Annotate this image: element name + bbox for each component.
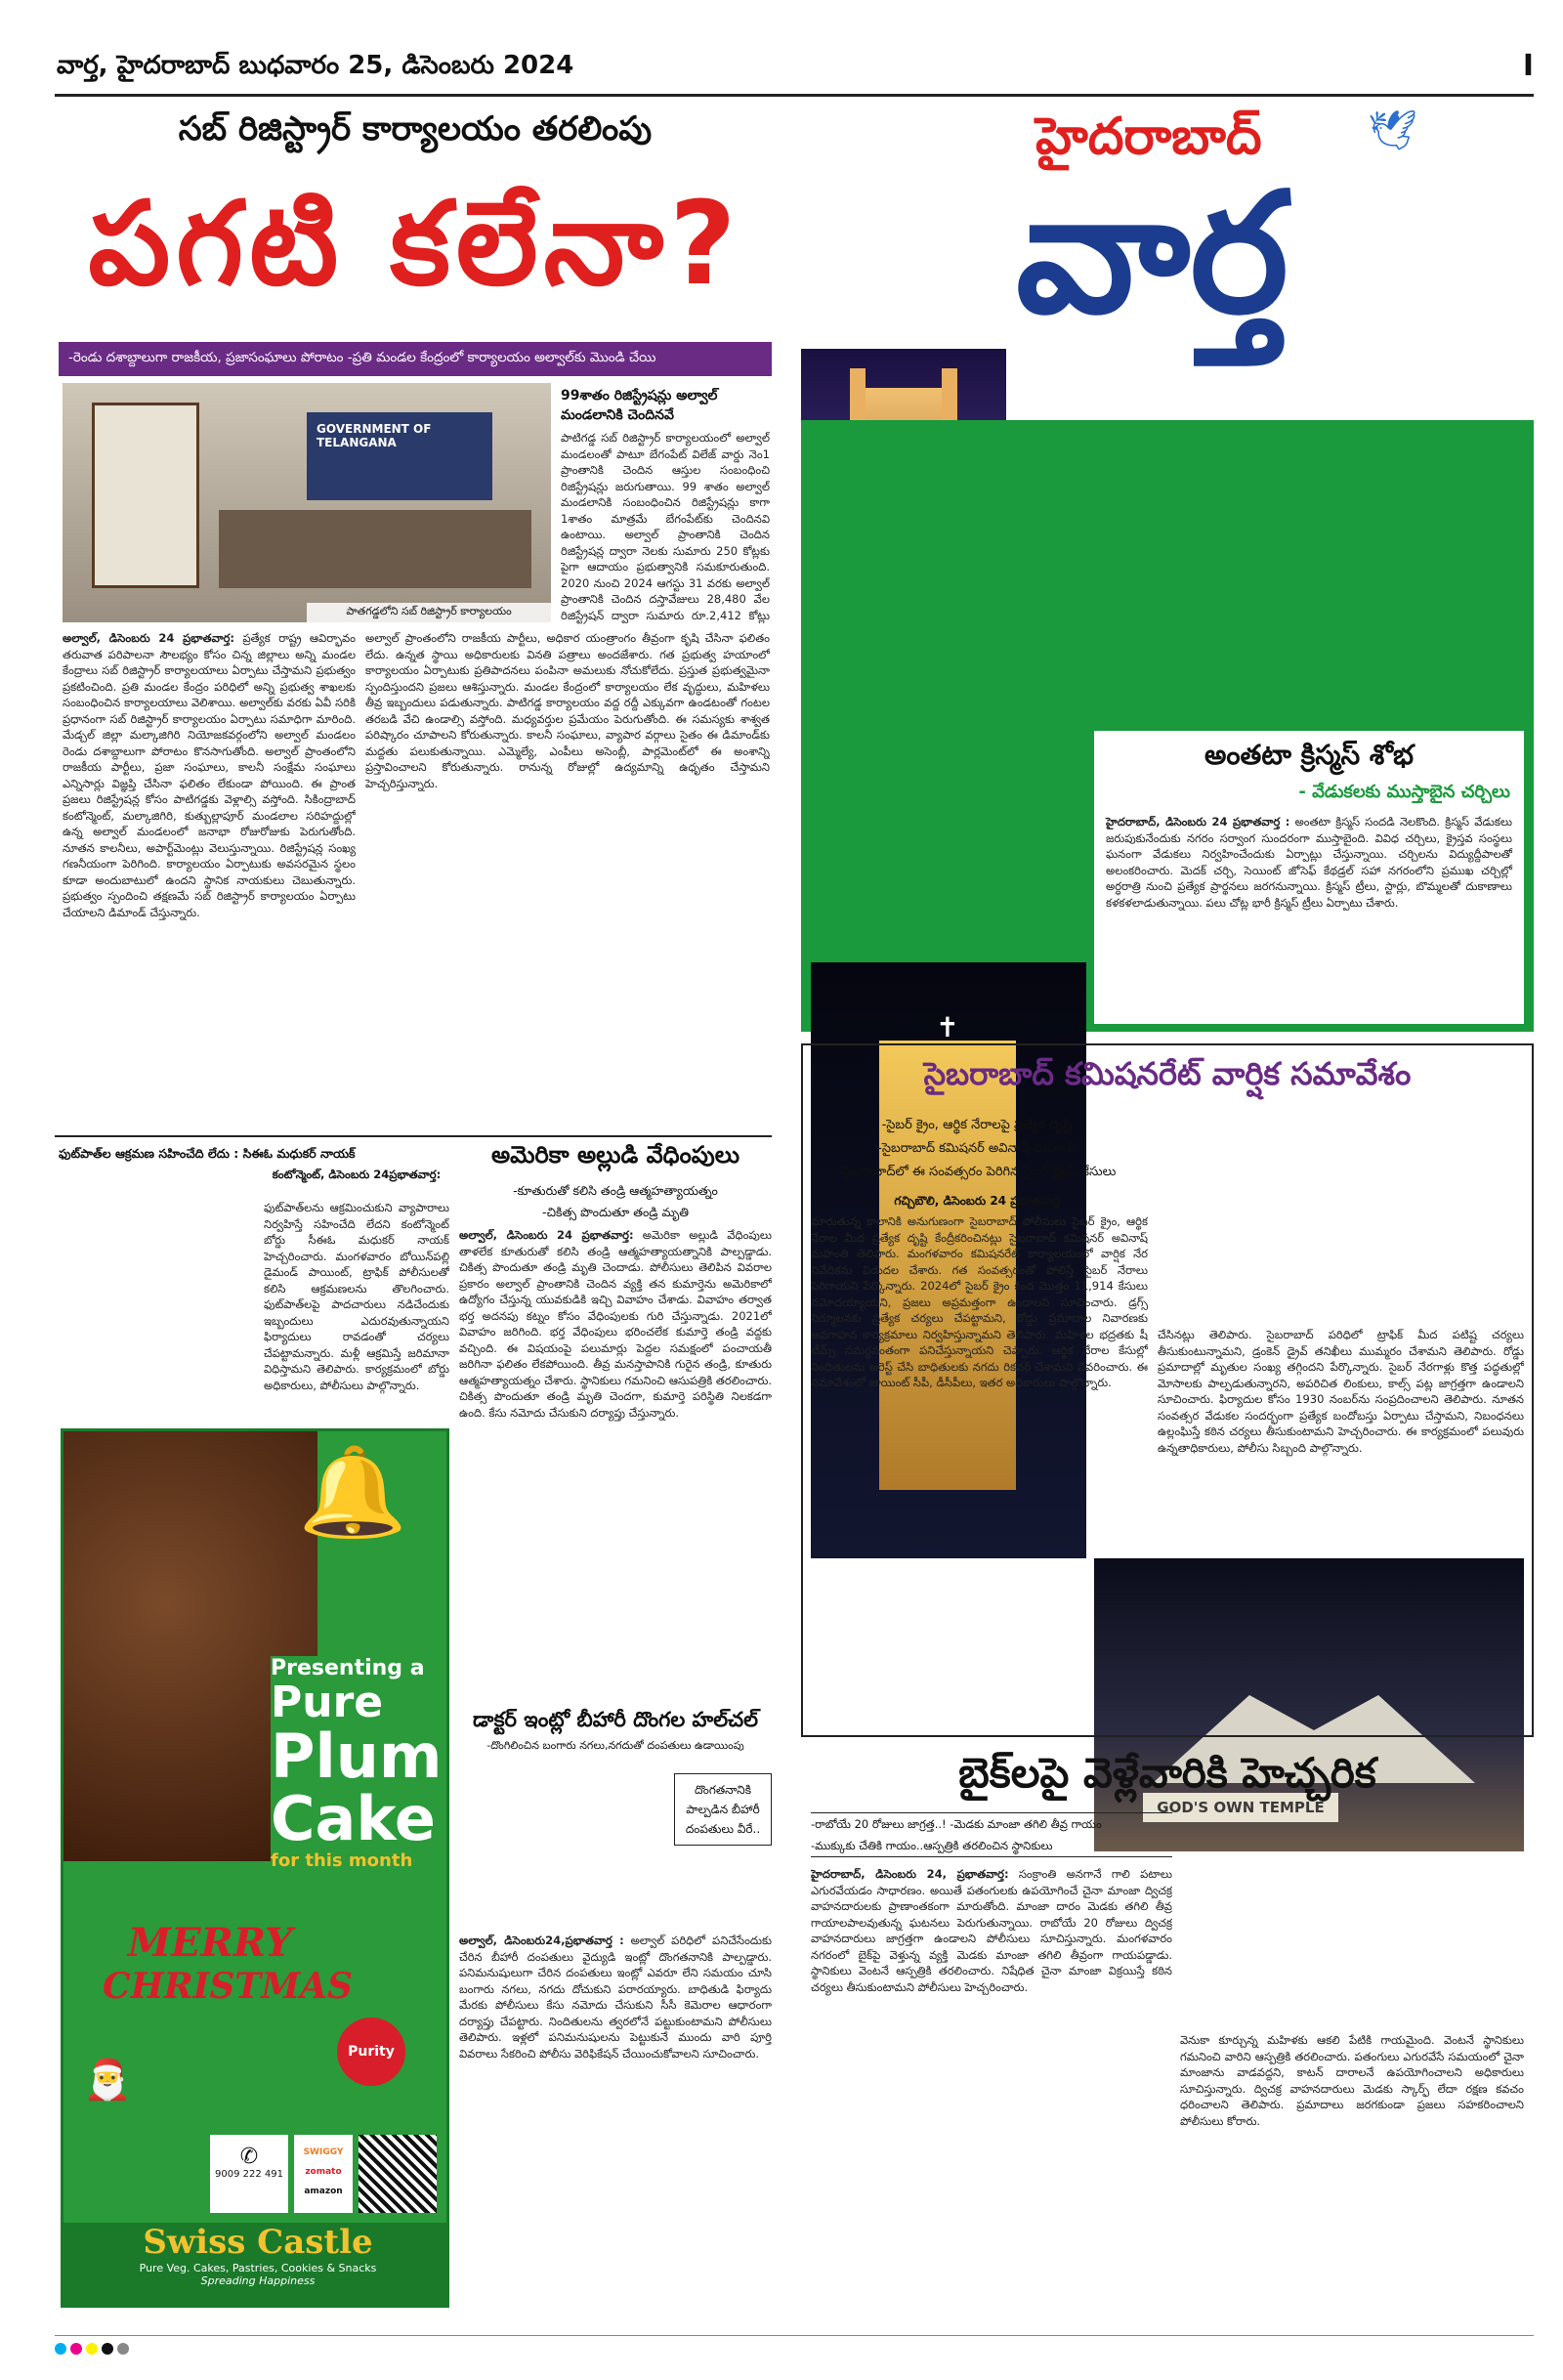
church-tower-photo: ✝ — [811, 962, 1086, 1558]
swiss-castle-ad[interactable] — [61, 1428, 449, 2308]
bike-bullets — [811, 1812, 1172, 1857]
doctor-headline: డాక్టర్ ఇంట్లో బీహారీ దొంగల హల్‌చల్ — [473, 1708, 758, 1731]
dove-icon: 🕊 — [1368, 108, 1417, 153]
ad-brand: Swiss Castle — [143, 2223, 373, 2262]
cyberabad-headline: సైబరాబాద్ కమిషనరేట్ వార్షిక సమావేశం — [923, 1055, 1412, 1092]
lead-strap: -రెండు దశాబ్దాలుగా రాజకీయ, ప్రజాసంఘాలు పోరాటం -ప్రతి మండల కేంద్రంలో కార్యాలయం అల్వాల్‌కు మొండి చేయి — [59, 342, 772, 376]
cyberabad-bullet: -సైబరాబాద్‌లో ఈ సంవత్సరం పెరిగిన సైబర్ క్రైమ్ కేసులు — [837, 1165, 1117, 1179]
bike-bullet: -ముక్కుకు చేతికి గాయం..ఆస్పత్రికి తరలించిన స్థానికులు — [811, 1839, 1053, 1852]
cyberabad-bullet: -సైబరాబాద్ కమిషనర్ అవినాష్ మహంతి — [877, 1141, 1077, 1156]
doctor-dateline: అల్వాల్, డిసెంబరు24,ప్రభాతవార్త : — [459, 1934, 624, 1947]
bike-body-text: సంక్రాంతి అనగానే గాలి పటాలు ఎగురవేయడం సాధారణం. అయితే పతంగులకు ఉపయోగించే చైనా మాంజా ద్విచక్ర వాహనదారులకు ప్రాణాంతకంగా మారుతోంది. మాంజా దారం మెడకు తగిలి తీవ్ర గాయాలపాలవుతున్న ఘటనలు పెరుగుతున్నాయి. రాబోయే 20 రోజులు ద్విచక్ర వాహనదారులు జాగ్రత్తగా ఉండాలని పోలీసులు సూచిస్తున్నారు. మంగళవారం నగరంలో బైక్‌పై వెళ్తున్న వ్యక్తి మెడకు మాంజా తగిలి తీవ్రంగా గాయపడ్డాడు. స్థానికులు వెంటనే ఆస్పత్రికి తరలించారు. నిషేధిత చైనా మాంజా విక్రయిస్తే కఠిన చర్యలు తీసుకుంటామని పోలీసులు హెచ్చరించారు. — [811, 1867, 1172, 1994]
cyberabad-dateline: గచ్చిబౌలి, డిసెంబరు 24 ప్రభాతవార్త — [894, 1194, 1060, 1208]
christmas-text-panel — [1094, 731, 1524, 1024]
christmas-headline: అంతటా క్రిస్మస్ శోభ — [1204, 739, 1415, 771]
bike-body-2: వెనుకా కూర్చున్న మహిళకు ఆకలి పేటికి గాయమైంది. వెంటనే స్థానికులు గమనించి వారిని ఆస్పత్రికి తరలించారు. పతంగులు ఎగురవేసే సమయంలో చైనా మాంజాను వాడవద్దని, కాటన్ దారాలనే ఉపయోగించాలని అధికారులు సూచిస్తున్నారు. ద్విచక్ర వాహనదారులు మెడకు స్కార్ఫ్ లేదా రక్షణ కవచం ధరించాలని తెలిపారు. ప్రమాదాలు జరగకుండా ప్రజలు సహకరించాలని పోలీసులు కోరారు. — [1180, 2033, 1524, 2128]
christmas-dateline: హైదరాబాద్, డిసెంబరు 24 ప్రభాతవార్త : — [1106, 815, 1290, 829]
ad-tagline: Pure Veg. Cakes, Pastries, Cookies & Snacks — [139, 2262, 377, 2274]
cyberabad-body-2: చేసినట్లు తెలిపారు. సైబరాబాద్ పరిధిలో ట్రాఫిక్ మీద పటిష్ట చర్యలు తీసుకుంటున్నామని, డ్రంకెన్ డ్రైవ్ తనిఖీలు ముమ్మరం చేశామని తెలిపారు. రోడ్డు ప్రమాదాల్లో మృతుల సంఖ్య తగ్గిందని పేర్కొన్నారు. సైబర్ నేరగాళ్లు కొత్త పద్ధతుల్లో మోసాలకు పాల్పడుతున్నారని, అపరిచిత లింకులు, కాల్స్ పట్ల జాగ్రత్తగా ఉండాలని సూచించారు. ఫిర్యాదుల కోసం 1930 నంబర్‌ను సంప్రదించాలని తెలిపారు. నూతన సంవత్సర వేడుకల సందర్భంగా ప్రత్యేక బందోబస్తు ఏర్పాటు చేస్తామని, నిబంధనలు ఉల్లంఘిస్తే కఠిన చర్యలు తీసుకుంటామని హెచ్చరించారు. ఈ కార్యక్రమంలో పలువురు ఉన్నతాధికారులు, పోలీసు సిబ్బంది పాల్గొన్నారు. — [1158, 1328, 1524, 1455]
doctor-subhead: -దొంగిలించిన బంగారు నగలు,నగదుతో దంపతులు ఉడాయింపు — [486, 1739, 744, 1752]
bell-icon: 🔔 — [298, 1441, 408, 1544]
ad-plum: Plum — [271, 1721, 443, 1792]
ad-swiggy: SWIGGY — [303, 2147, 344, 2157]
america-body-text: అమెరికా అల్లుడి వేధింపులు తాళలేక కూతురుతో కలిసి తండ్రి ఆత్మహత్యాయత్నానికి పాల్పడ్డాడు. చికిత్స పొందుతూ తండ్రి మృతి చెందాడు. పోలీసులు తెలిపిన వివరాల ప్రకారం అల్వాల్ ప్రాంతానికి చెందిన వ్యక్తి తన కుమార్తెను అమెరికాలో ఉద్యోగం చేస్తున్న యువకుడికి ఇచ్చి వివాహం చేశాడు. వివాహం తర్వాత భర్త అదనపు కట్నం కోసం వేధింపులకు గురి చేస్తున్నాడు. 2021లో వివాహం జరిగింది. భర్త వేధింపులు భరించలేక కుమార్తె తండ్రి వద్దకు వచ్చింది. ఈ విషయంపై పలుమార్లు పెద్దల సమక్షంలో పంచాయతీ జరిగినా ఫలితం లేకపోయింది. తీవ్ర మనస్తాపానికి గురైన తండ్రి, కూతురు ఆత్మహత్యాయత్నం చేశారు. స్థానికులు గమనించి ఆసుపత్రికి తరలించారు. చికిత్స పొందుతూ తండ్రి మృతి చెందగా, కుమార్తె పరిస్థితి నిలకడగా ఉంది. కేసు నమోదు చేసుకుని దర్యాప్తు చేస్తున్నారు. — [459, 1228, 772, 1420]
phone-icon: ✆ — [239, 2145, 259, 2169]
masthead-city: హైదరాబాద్ — [1035, 107, 1262, 166]
lead-body-2: అల్వాల్ ప్రాంతంలోని రాజకీయ పార్టీలు, అధికార యంత్రాంగం తీవ్రంగా కృషి చేసినా ఫలితం లేదు. ఉన్నత స్థాయి అధికారులకు వినతి పత్రాలు అందజేశారు. గత ప్రభుత్వ హయాంలో కార్యాలయం ఏర్పాటుకు ప్రతిపాదనలు పంపినా అమలుకు నోచుకోలేదు. ప్రస్తుత ప్రభుత్వమైనా స్పందిస్తుందని ప్రజలు ఆశిస్తున్నారు. మండల కేంద్రంలో కార్యాలయం లేక వృద్ధులు, మహిళలు తీవ్ర ఇబ్బందులు పడుతున్నారు. పాటిగడ్డ కార్యాలయం వద్ద రద్దీ ఎక్కువగా ఉండటంతో గంటల తరబడి వేచి ఉండాల్సి వస్తోంది. మధ్యవర్తుల ప్రమేయం పెరుగుతోంది. ఈ సమస్యకు శాశ్వత పరిష్కారం చూపాలని కోరుతున్నారు. కాలనీ సంఘాలు, వ్యాపార వర్గాలు సైతం ఈ డిమాండ్‌కు మద్దతు పలుకుతున్నాయి. ఎమ్మెల్యే, ఎంపీలు అసెంబ్లీ, పార్లమెంట్‌లో ఈ అంశాన్ని ప్రస్తావించాలని కోరుతున్నారు. రానున్న రోజుల్లో ఉద్యమాన్ని ఉధృతం చేస్తామని హెచ్చరిస్తున్నారు. — [365, 631, 770, 790]
lead-side-text: పాటిగడ్డ సబ్ రిజిస్ట్రార్ కార్యాలయంలో అల్వాల్ మండలంతో పాటూ బేగంపేట్ విలేజ్ వార్డు నెం1 ప్రాంతానికి చెందిన ఆస్తుల సంబంధించి రిజిస్ట్రేషన్లు జరుగుతాయి. 99 శాతం అల్వాల్ మండలానికి సంబంధించిన రిజిస్ట్రేషన్లు కాగా 1శాతం మాత్రమే బేగంపేట్‌కు చెందినవి ఉంటాయి. అల్వాల్ ప్రాంతానికి చెందిన రిజిస్ట్రేషన్ల ద్వారా నెలకు సుమారు 250 కోట్లకు పైగా ఆదాయం ప్రభుత్వానికి సమకూరుతుంది. 2020 నుంచి 2024 ఆగస్టు 31 వరకు అల్వాల్ ప్రాంతానికి చెందిన దస్తావేజులు 28,480 వేల రిజిస్ట్రేషన్ ద్వారా సుమారు రూ.2,412 కోట్లు — [561, 431, 770, 622]
christmas-body: అంతటా క్రిస్మస్ సందడి నెలకొంది. క్రిస్మస్ వేడుకలు జరుపుకునేందుకు నగరం సర్వాంగ సుందరంగా ముస్తాబైంది. వివిధ చర్చిలు, క్రైస్తవ సంస్థలు ఘనంగా వేడుకలు నిర్వహించేందుకు ఏర్పాట్లు చేస్తున్నాయి. చర్చిలను విద్యుద్దీపాలతో అలంకరించారు. మెదక్ చర్చి, సెయింట్ జోసెఫ్ కేథడ్రల్ సహా నగరంలోని ప్రముఖ చర్చిల్లో అర్ధరాత్రి నుంచి ప్రత్యేక ప్రార్థనలు జరగనున్నాయి. క్రిస్మస్ ట్రీలు, స్టార్లు, బొమ్మలతో దుకాణాలు కళకళలాడుతున్నాయి. పలు చోట్ల భారీ క్రిస్మస్ ట్రీలు ఏర్పాటు చేశారు. — [1106, 815, 1513, 910]
bike-body — [811, 1866, 1172, 2308]
santa-icon: 🎅 — [83, 2058, 132, 2103]
ad-amazon: amazon — [304, 2187, 343, 2196]
ad-cake: Cake — [271, 1783, 436, 1854]
page-number: I — [1522, 49, 1534, 83]
america-headline: అమెరికా అల్లుడి వేధింపులు — [490, 1141, 740, 1169]
ad-zomato: zomato — [305, 2167, 342, 2177]
bike-dateline: హైదరాబాద్, డిసెంబరు 24, ప్రభాతవార్త: — [811, 1867, 1009, 1881]
bike-headline: బైక్‌లపై వెళ్లేవారికి హెచ్చరిక — [958, 1749, 1376, 1797]
header-rule — [55, 94, 1534, 97]
cyberabad-bullets — [811, 1114, 1143, 1184]
doctor-body — [459, 1933, 772, 2308]
bike-bullet: -రాబోయే 20 రోజులు జాగ్రత్త..! -మెడకు మాంజా తగిలి తీవ్ర గాయం — [811, 1817, 1102, 1831]
office-sign: GOVERNMENT OF TELANGANA — [307, 412, 492, 500]
lead-rule — [55, 1135, 772, 1137]
ad-delivery — [294, 2135, 353, 2213]
temple-sign: GOD'S OWN TEMPLE — [1143, 1793, 1338, 1822]
ad-purity-logo: Purity — [337, 2018, 405, 2086]
ad-phone-box — [210, 2135, 288, 2213]
lead-headline: పగటి కలేనా? — [88, 176, 742, 311]
america-body — [459, 1227, 772, 1702]
page-dateline: వార్త, హైదరాబాద్ బుధవారం 25, డిసెంబరు 2024 — [57, 51, 574, 80]
america-bullet: -చికిత్స పొందుతూ తండ్రి మృతి — [541, 1205, 690, 1219]
masthead-brand: వార్త — [1016, 157, 1288, 351]
footpath-body: ఫుట్‌పాత్‌లను ఆక్రమించుకుని వ్యాపారాలు నిర్వహిస్తే సహించేది లేదని కంటోన్మెంట్ బోర్డు సీఈఓ మధుకర్ నాయక్ హెచ్చరించారు. మంగళవారం బోయిన్‌పల్లి డైమండ్ పాయింట్, ట్రాఫిక్ పోలీసులతో కలిసి ఆక్రమణలను తొలగించారు. ఫుట్‌పాత్‌లపై పాదచారులు నడిచేందుకు ఇబ్బందులు ఎదురవుతున్నాయని ఫిర్యాదులు రావడంతో చర్యలు చేపట్టామన్నారు. మళ్లీ ఆక్రమిస్తే జరిమానా విధిస్తామని తెలిపారు. కార్యక్రమంలో బోర్డు అధికారులు, పోలీసులు పాల్గొన్నారు. — [264, 1201, 449, 1392]
lead-body-text: ప్రత్యేక రాష్ట్ర ఆవిర్భావం తరువాత పరిపాలనా సౌలభ్యం కోసం చిన్న జిల్లాలు అన్ని మండల కేంద్రాలు సబ్ రిజిస్ట్రార్ కార్యాలయాలు ఏర్పాటు చేస్తామని ప్రభుత్వం ప్రకటించింది. ప్రతి మండల కేంద్రం పరిధిలో అన్ని ప్రభుత్వ శాఖలకు సంబంధించిన కార్యాలయాలు వెలిశాయి. అల్వాల్‌కు వరకు ఏవీ సరికి ప్రధానంగా సబ్ రిజిస్ట్రార్ కార్యాలయం ఏర్పాటు సమాధిగా మారింది. మేడ్చల్ జిల్లా మల్కాజిగిరి నియోజకవర్గంలోని అల్వాల్ మండలం రెండు దశాబ్దాలుగా పోరాటం కొనసాగుతోంది. అల్వాల్ ప్రాంతంలోని రాజకీయ పార్టీలు, ప్రజా సంఘాలు, కాలనీ సంక్షేమ సంఘాలు ఎన్నిసార్లు విజ్ఞప్తి చేసినా ఫలితం లేకుండా పోయింది. ఈ ప్రాంత ప్రజలు రిజిస్ట్రేషన్ల కోసం పాటిగడ్డకు వెళ్లాల్సి వస్తోంది. సికింద్రాబాద్ కంటోన్మెంట్, మల్కాజిగిరి, కుత్బుల్లాపూర్ మండలాల సరిహద్దుల్లో ఉన్న అల్వాల్ మండలంలో జనాభా రోజురోజుకు పెరుగుతోంది. నూతన కాలనీలు, అపార్ట్‌మెంట్లు వెలుస్తున్నాయి. రిజిస్ట్రేషన్ల సంఖ్య గణనీయంగా పెరిగింది. కార్యాలయం ఏర్పాటుకు అవసరమైన స్థలం కూడా అందుబాటులో ఉందని స్థానిక నాయకులు చెబుతున్నారు. ప్రభుత్వం స్పందించి తక్షణమే సబ్ రిజిస్ట్రార్ కార్యాలయం ఏర్పాటు చేయాలని డిమాండ్ చేస్తున్నారు. — [63, 631, 356, 919]
lead-photo — [63, 383, 551, 622]
lead-body — [63, 630, 356, 1128]
ad-month: for this month — [271, 1850, 413, 1871]
footpath-headline: ఫుట్‌పాత్‌ల ఆక్రమణ సహించేది లేదు : సిఈఓ మధుకర్ నాయక్ — [59, 1146, 356, 1161]
doctor-photo-label: దొంగతనానికి పాల్పడిన బీహారీ దంపతులు వీరే.. — [674, 1773, 772, 1846]
cyberabad-body: మారుతున్న కాలానికి అనుగుణంగా సైబరాబాద్ పోలీసులు సైబర్ క్రైం, ఆర్థిక నేరాల మీద ప్రత్యేక దృష్టి కేంద్రీకరించినట్లు సైబరాబాద్ కమిషనర్ అవినాష్ మహంతి తెలిపారు. మంగళవారం కమిషనరేట్ కార్యాలయంలో వార్షిక నేర నివేదికను విడుదల చేశారు. గత సంవత్సరంతో పోలిస్తే సైబర్ నేరాలు పెరిగాయని పేర్కొన్నారు. 2024లో సైబర్ క్రైం కింద మొత్తం 11,914 కేసులు నమోదయ్యాయని, ప్రజలు అప్రమత్తంగా ఉండాలని సూచించారు. డ్రగ్స్ నిర్మూలనకు ప్రత్యేక చర్యలు చేపట్టామని, రోడ్డు ప్రమాదాల నివారణకు అవగాహన కార్యక్రమాలు నిర్వహిస్తున్నామని తెలిపారు. మహిళల భద్రతకు షీ టీమ్స్ సమర్థవంతంగా పనిచేస్తున్నాయని చెప్పారు. ఆర్థిక నేరాల కేసుల్లో నిందితులను అరెస్ట్ చేసి బాధితులకు నగదు రికవరీ చేశామని వివరించారు. ఈ సమావేశంలో జాయింట్ సీపీ, డీసీపీలు, ఇతర అధికారులు పాల్గొన్నారు. — [811, 1214, 1148, 1389]
qr-code-icon — [359, 2135, 437, 2213]
america-dateline: అల్వాల్, డిసెంబరు 24 ప్రభాతవార్త: — [459, 1228, 634, 1242]
registration-colorbar — [55, 2335, 1534, 2351]
footpath-dateline: కంటోన్మెంట్, డిసెంబరు 24ప్రభాతవార్త: — [272, 1168, 442, 1181]
lead-kicker: సబ్ రిజిస్ట్రార్ కార్యాలయం తరలింపు — [178, 109, 653, 149]
doctor-body-text: అల్వాల్ పరిధిలో పనిచేసేందుకు చేరిన బీహారీ దంపతులు వైద్యుడి ఇంట్లో దొంగతనానికి పాల్పడ్డారు. పనిమనుషులుగా చేరిన దంపతులు ఇంట్లో ఎవరూ లేని సమయం చూసి బంగారు నగలు, నగదు దోచుకుని పరారయ్యారు. బాధితుడి ఫిర్యాదు మేరకు పోలీసులు కేసు నమోదు చేసుకుని సీసీ కెమెరాల ఆధారంగా దర్యాప్తు చేపట్టారు. నిందితులను త్వరలోనే పట్టుకుంటామని పోలీసులు తెలిపారు. ఇళ్లలో పనిమనుషులను పెట్టుకునే ముందు వారి పూర్తి వివరాలు సేకరించి పోలీసు వెరిఫికేషన్ చేయించుకోవాలని సూచించారు. — [459, 1934, 772, 2061]
lead-photo-caption: పాతగడ్డలోని సబ్ రిజిస్ట్రార్ కార్యాలయం — [307, 603, 551, 622]
ad-christmas: CHRISTMAS — [103, 1966, 353, 2007]
ad-merry: MERRY — [127, 1920, 293, 1966]
cyberabad-bullet: -సైబర్ క్రైం, ఆర్థిక నేరాలపై ప్రత్యేక దృష్టి — [881, 1118, 1073, 1132]
ad-pure: Pure — [271, 1678, 384, 1727]
lead-side-head: 99శాతం రిజిస్ట్రేషన్లు అల్వాల్ మండలానికి చెందినవే — [561, 388, 718, 423]
america-bullets — [459, 1180, 772, 1223]
ad-spreading: Spreading Happiness — [200, 2274, 316, 2287]
lead-body-dateline: అల్వాల్, డిసెంబరు 24 ప్రభాతవార్త: — [63, 631, 235, 645]
ad-presenting: Presenting a — [271, 1656, 425, 1680]
christmas-subhead: - వేడుకలకు ముస్తాబైన చర్చిలు — [1298, 782, 1510, 802]
ad-phone: 9009 222 491 — [215, 2169, 283, 2180]
america-bullet: -కూతురుతో కలిసి తండ్రి ఆత్మహత్యాయత్నం — [513, 1183, 718, 1198]
